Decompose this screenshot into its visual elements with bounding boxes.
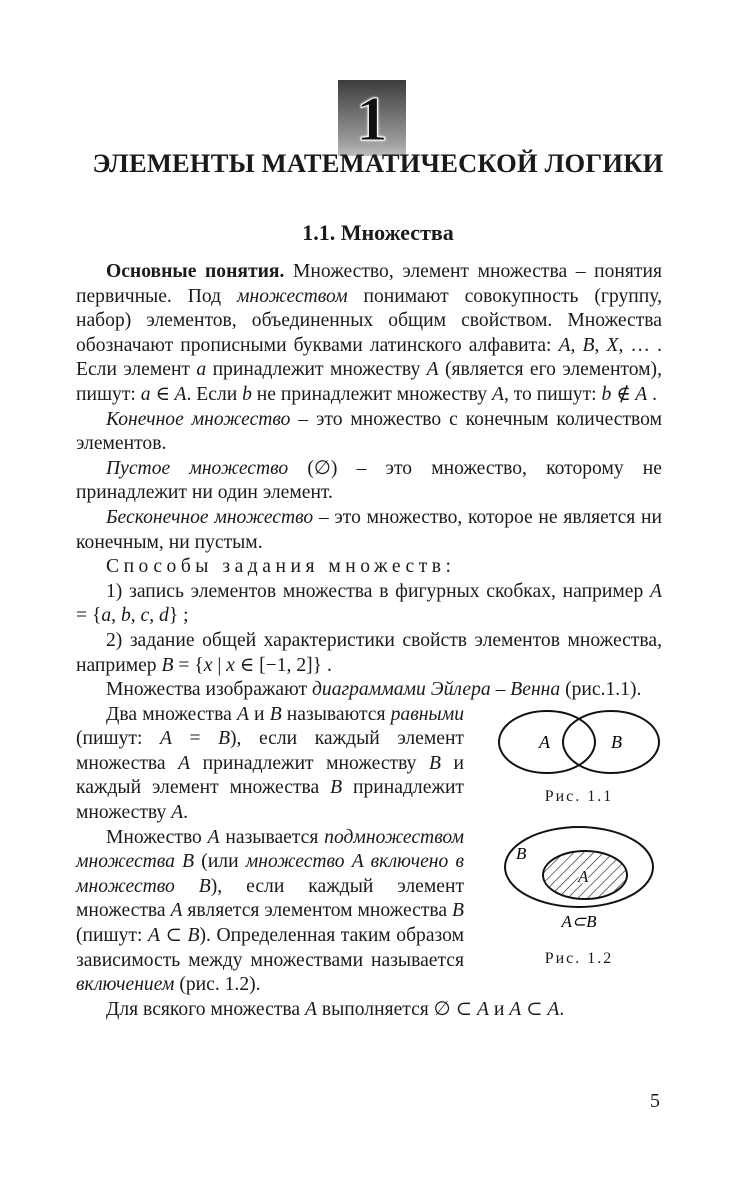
italic-term: Конечное множество xyxy=(106,408,291,430)
text-segment: – это множество, которое не является ни конечным, ни пустым. xyxy=(76,506,662,553)
paragraph xyxy=(76,457,662,506)
italic-term: x xyxy=(226,654,235,676)
text-segment: , то пишут: xyxy=(503,383,602,405)
italic-term: B xyxy=(187,925,200,947)
text-segment: и xyxy=(488,998,510,1020)
italic-term: A xyxy=(558,334,571,356)
text-segment: выполняется ∅ ⊂ xyxy=(316,998,477,1020)
figures xyxy=(484,707,674,986)
subset-diagram-fig-1-2 xyxy=(494,823,664,933)
italic-term: X xyxy=(606,334,619,356)
text-segment: Множество xyxy=(106,826,208,848)
italic-term: a, b, c, d xyxy=(101,605,169,627)
italic-term: A xyxy=(170,900,183,922)
italic-term: A xyxy=(159,728,172,750)
italic-term: A xyxy=(304,998,317,1020)
chapter-number: 1 xyxy=(356,83,388,154)
text-segment: принадлежит множеству xyxy=(206,359,427,381)
bold-term: Основные понятия. xyxy=(106,261,285,282)
italic-term: подмножеством множества B xyxy=(76,826,464,873)
italic-term: B xyxy=(269,703,282,725)
section-title: 1.1. Множества xyxy=(302,220,454,245)
italic-term: B xyxy=(452,900,464,922)
body-text xyxy=(76,260,662,1022)
text-segment: , … . Если элемент xyxy=(76,334,663,381)
text-segment: . Если xyxy=(186,383,243,405)
text-segment: называются xyxy=(281,703,391,725)
italic-term: равными xyxy=(390,703,464,725)
text-segment: (рис.1.1). xyxy=(560,679,642,701)
text-segment: принадлежит множеству xyxy=(190,752,429,774)
text-segment: (или xyxy=(194,851,246,873)
text-segment: принадлежит множеству xyxy=(76,777,464,824)
italic-term: множество A включено в множество B xyxy=(76,851,464,897)
italic-term: A xyxy=(207,826,220,848)
paragraph xyxy=(76,998,662,1023)
paragraph xyxy=(76,506,662,555)
text-segment: } ; xyxy=(168,605,189,627)
text-segment: (пишут: xyxy=(76,728,160,750)
italic-term: A xyxy=(491,383,504,405)
italic-term: A xyxy=(650,580,662,602)
italic-term: диаграммами Эйлера – Венна xyxy=(311,679,561,701)
italic-term: A xyxy=(509,998,522,1020)
text-segment: ⊂ xyxy=(159,925,188,947)
text-segment: называется xyxy=(219,826,325,848)
italic-term: B xyxy=(330,777,343,799)
italic-term: a ∈ A xyxy=(140,383,187,405)
italic-term: B xyxy=(582,334,595,356)
text-segment: ). Определенная таким образом зависимость между множествами называется xyxy=(76,925,464,971)
italic-term: A xyxy=(236,703,249,725)
text-segment: = xyxy=(171,728,219,750)
fig2-formula: A⊂B xyxy=(561,912,597,932)
text-segment: не принадлежит множеству xyxy=(251,383,492,405)
paragraph xyxy=(76,555,662,580)
italic-term: A xyxy=(426,359,439,381)
paragraph xyxy=(76,260,662,408)
text-segment: = { xyxy=(76,605,102,627)
text-segment: (∅) – это множество, которому не принадлежит ни один элемент. xyxy=(76,457,662,504)
paragraph xyxy=(76,580,662,629)
text-segment: . xyxy=(183,802,189,824)
text-segment: – это множество с конечным количеством элементов. xyxy=(76,408,662,455)
italic-term: множеством xyxy=(237,285,348,307)
chapter-title: ЭЛЕМЕНТЫ МАТЕМАТИЧЕСКОЙ ЛОГИКИ xyxy=(92,148,664,178)
text-segment: и xyxy=(248,703,270,725)
text-segment: Для всякого множества xyxy=(106,998,305,1020)
text-segment: . xyxy=(559,998,565,1020)
fig1-caption: Рис. 1.1 xyxy=(544,787,614,805)
text-segment: , xyxy=(594,334,607,356)
venn-diagram-fig-1-1 xyxy=(489,707,669,777)
fig1-label-a: A xyxy=(539,731,550,752)
text-segment: Два множества xyxy=(106,703,237,725)
text-segment: ), если каждый элемент множества xyxy=(76,728,464,774)
text-segment: и каждый элемент множества xyxy=(76,752,464,799)
text-segment: 1) запись элементов множества в фигурных скобках, например xyxy=(106,580,651,602)
spaced-heading: Способы задания множеств: xyxy=(106,556,456,578)
text-segment: (пишут: xyxy=(76,925,148,947)
italic-term: A xyxy=(171,802,184,824)
italic-term: Бесконечное множество xyxy=(106,506,314,528)
italic-term: A xyxy=(147,925,160,947)
text-segment: . xyxy=(647,383,658,405)
text-segment: = { xyxy=(173,654,204,676)
italic-term: b xyxy=(242,383,252,405)
italic-term: B xyxy=(218,728,231,750)
paragraph xyxy=(76,678,662,703)
text-segment: (рис. 1.2). xyxy=(174,974,261,996)
text-segment: ∈ [−1, 2]} . xyxy=(234,654,332,676)
italic-term: Пустое множество xyxy=(106,457,289,479)
text-segment: | xyxy=(212,654,227,676)
fig2-label-a: A xyxy=(578,867,589,887)
text-segment: ⊂ xyxy=(521,998,548,1020)
paragraph xyxy=(76,629,662,678)
text-segment: , xyxy=(570,334,583,356)
text-segment: Множество, элемент множества – понятия первичные. Под xyxy=(76,261,662,307)
chapter-number-box xyxy=(338,80,406,156)
italic-term: A xyxy=(547,998,560,1020)
text-segment: 2) задание общей характеристики свойств элементов множества, например xyxy=(76,629,662,676)
italic-term: a xyxy=(196,359,207,381)
text-segment: (является его элементом), пишут: xyxy=(76,359,662,405)
fig1-label-b: B xyxy=(611,731,622,752)
italic-term: A xyxy=(476,998,489,1020)
italic-term: A xyxy=(178,752,191,774)
text-segment: является элементом множества xyxy=(182,900,453,922)
italic-term: b ∉ A xyxy=(601,383,648,405)
italic-term: x xyxy=(203,654,213,676)
italic-term: B xyxy=(161,654,174,676)
italic-term: B xyxy=(428,752,441,774)
page-number: 5 xyxy=(650,1090,660,1112)
fig2-label-b: B xyxy=(516,844,527,864)
text-segment: Множества изображают xyxy=(106,679,312,701)
italic-term: включением xyxy=(76,974,175,996)
text-segment: ), если каждый элемент множества xyxy=(76,875,465,922)
text-segment: понимают совокупность (группу, набор) элементов, объединенных общим свойством. Множества обозначают прописными буквами латинского алфавита: xyxy=(76,285,662,356)
paragraph xyxy=(76,408,662,457)
fig2-caption: Рис. 1.2 xyxy=(544,950,614,968)
